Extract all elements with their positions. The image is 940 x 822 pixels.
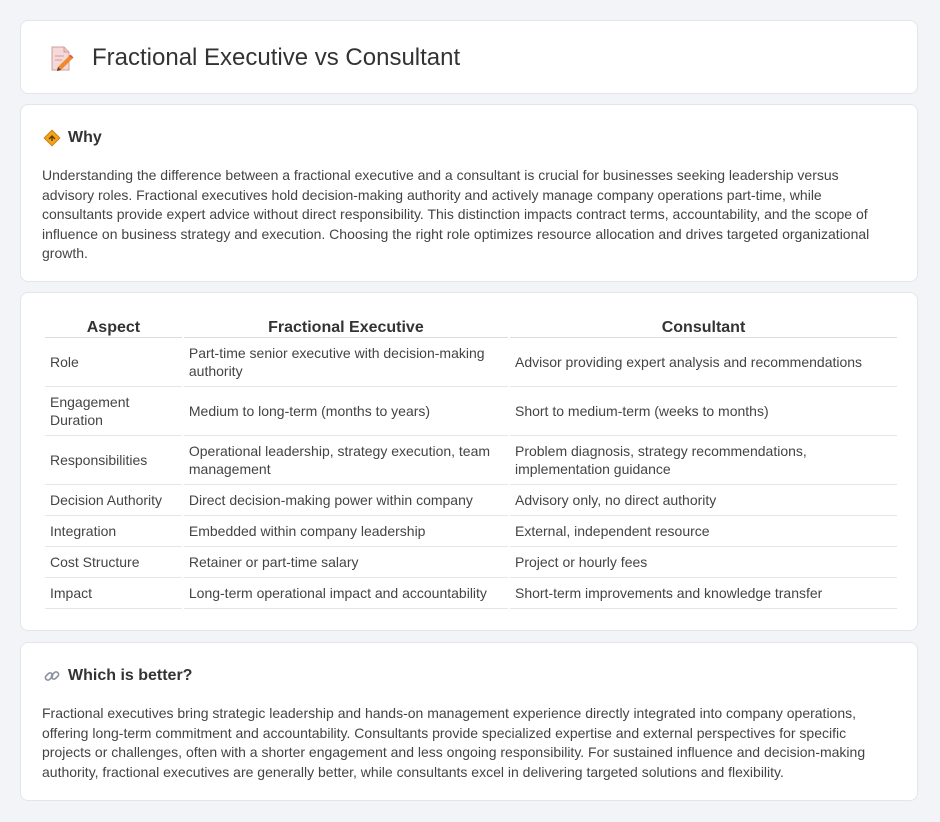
comparison-card xyxy=(20,292,918,631)
aspect-cell: Decision Authority xyxy=(45,485,182,516)
comparison-table xyxy=(43,316,899,609)
link-icon xyxy=(43,667,61,685)
fractional-cell: Part-time senior executive with decision-making authority xyxy=(184,338,508,387)
page-title: Fractional Executive vs Consultant xyxy=(92,44,461,71)
table-row xyxy=(45,436,897,485)
fractional-cell: Retainer or part-time salary xyxy=(184,547,508,578)
aspect-cell: Integration xyxy=(45,516,182,547)
title-card xyxy=(20,20,918,94)
consultant-cell: Short-term improvements and knowledge transfer xyxy=(510,578,897,609)
consultant-cell: Short to medium-term (weeks to months) xyxy=(510,387,897,436)
table-header-row xyxy=(45,316,897,338)
table-row xyxy=(45,578,897,609)
table-row xyxy=(45,338,897,387)
fractional-cell: Operational leadership, strategy execution, team management xyxy=(184,436,508,485)
why-text: Understanding the difference between a fractional executive and a consultant is crucial for businesses seeking leadership versus advisory roles. Fractional executives hold decision-making authority and actively manage company operations part-time, while consultants provide expert advice without direct responsibility. This distinction impacts contract terms, accountability, and the scope of influence on business strategy and execution. Choosing the right role optimizes resource allocation and drives targeted organizational growth. xyxy=(42,167,870,262)
header-aspect: Aspect xyxy=(45,316,182,338)
consultant-cell: Advisor providing expert analysis and recommendations xyxy=(510,338,897,387)
why-heading: Why xyxy=(68,129,102,146)
fractional-cell: Embedded within company leadership xyxy=(184,516,508,547)
header-consultant: Consultant xyxy=(510,316,897,338)
better-heading: Which is better? xyxy=(68,667,193,684)
fractional-cell: Long-term operational impact and accountability xyxy=(184,578,508,609)
consultant-cell: Advisory only, no direct authority xyxy=(510,485,897,516)
fractional-cell: Medium to long-term (months to years) xyxy=(184,387,508,436)
table-row xyxy=(45,516,897,547)
aspect-cell: Engagement Duration xyxy=(45,387,182,436)
aspect-cell: Impact xyxy=(45,578,182,609)
which-is-better-section xyxy=(20,642,918,801)
consultant-cell: Problem diagnosis, strategy recommendations, implementation guidance xyxy=(510,436,897,485)
why-section xyxy=(20,104,918,282)
aspect-cell: Responsibilities xyxy=(45,436,182,485)
document-pencil-icon xyxy=(49,45,75,73)
fractional-cell: Direct decision-making power within company xyxy=(184,485,508,516)
aspect-cell: Cost Structure xyxy=(45,547,182,578)
table-row xyxy=(45,485,897,516)
header-fractional-executive: Fractional Executive xyxy=(184,316,508,338)
table-row xyxy=(45,547,897,578)
diamond-sign-icon xyxy=(43,129,61,147)
aspect-cell: Role xyxy=(45,338,182,387)
consultant-cell: Project or hourly fees xyxy=(510,547,897,578)
consultant-cell: External, independent resource xyxy=(510,516,897,547)
table-row xyxy=(45,387,897,436)
better-text: Fractional executives bring strategic leadership and hands-on management experience directly integrated into company operations, offering long-term commitment and accountability. Consultants provide specialized expertise and external perspectives for specific projects or challenges, often with a shorter engagement and less ongoing responsibility. For sustained influence and decision-making authority, fractional executives are generally better, while consultants excel in delivering targeted solutions and flexibility. xyxy=(42,705,866,780)
